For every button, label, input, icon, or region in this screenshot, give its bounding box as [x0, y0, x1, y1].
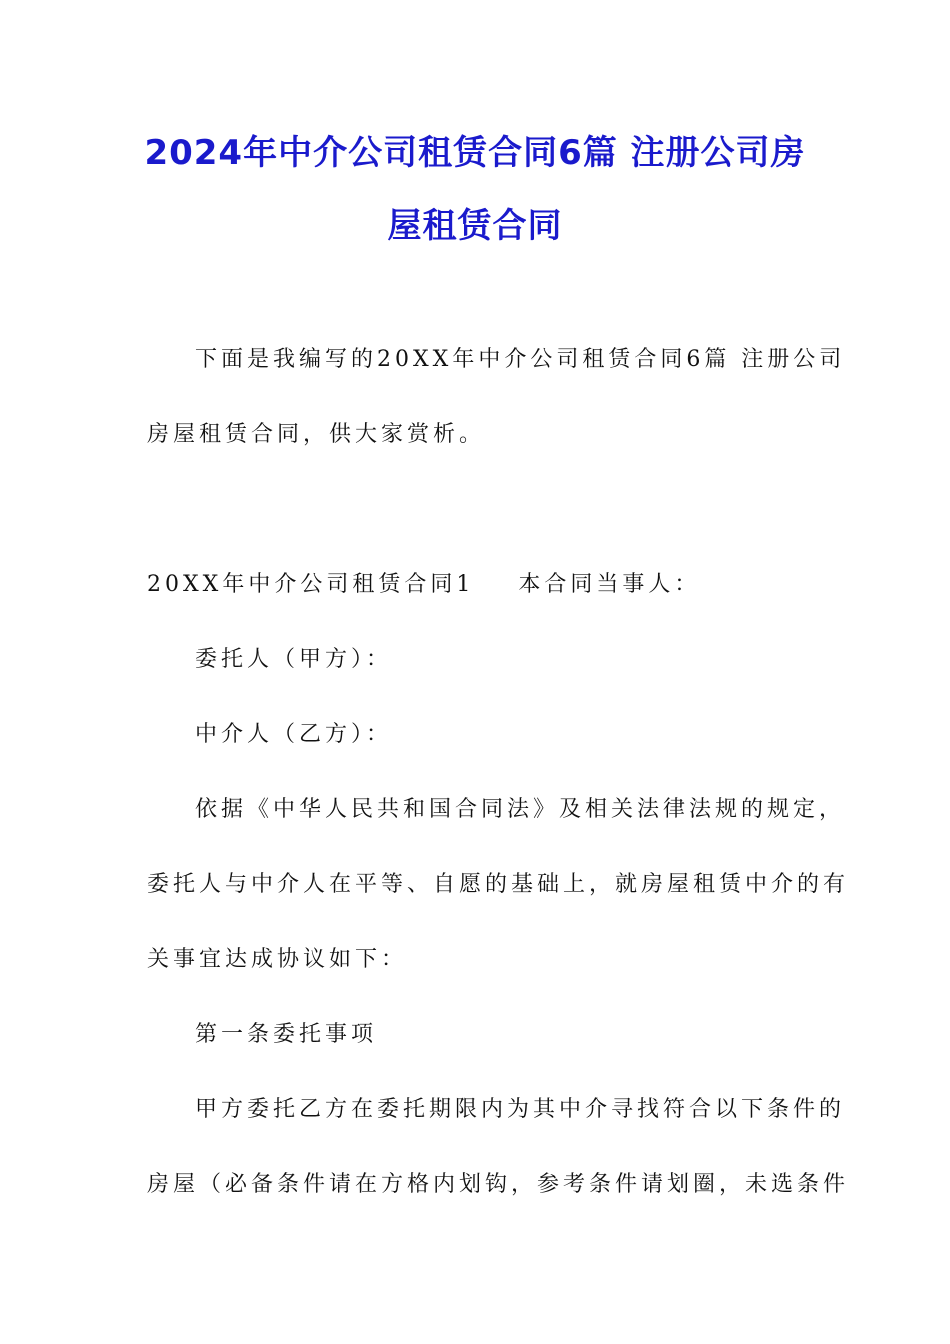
party-b-label: 中介人（乙方）：	[195, 722, 393, 747]
document-title-line-1: 2024年中介公司租赁合同6篇 注册公司房	[144, 133, 806, 173]
parties-intro: 本合同当事人：	[518, 572, 701, 597]
document-title-line-2: 屋租赁合同	[387, 206, 563, 246]
contract-heading-row	[147, 570, 700, 600]
intro-line-2: 房屋租赁合同，供大家赏析。	[147, 422, 486, 447]
article-1-line-1: 甲方委托乙方在委托期限内为其中介寻找符合以下条件的	[195, 1097, 846, 1122]
basis-line-1: 依据《中华人民共和国合同法》及相关法律法规的规定，	[195, 797, 846, 822]
party-a-label: 委托人（甲方）：	[195, 647, 393, 672]
basis-line-3: 关事宜达成协议如下：	[147, 947, 408, 972]
intro-line-1: 下面是我编写的20XX年中介公司租赁合同6篇 注册公司	[195, 347, 846, 372]
article-1-title: 第一条委托事项	[195, 1022, 378, 1047]
contract-heading: 20XX年中介公司租赁合同1	[147, 572, 475, 597]
basis-line-2: 委托人与中介人在平等、自愿的基础上，就房屋租赁中介的有	[147, 872, 850, 897]
article-1-line-2: 房屋（必备条件请在方格内划钩，参考条件请划圈，未选条件	[147, 1172, 850, 1197]
